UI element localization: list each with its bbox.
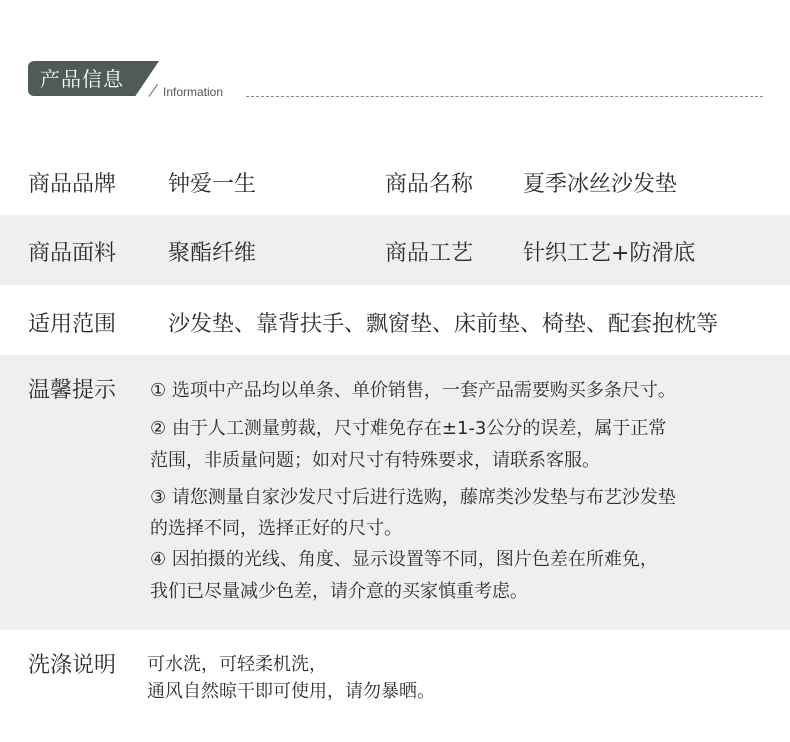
material-label: 商品面料 xyxy=(28,241,117,266)
craft-value: 针织工艺+防滑底 xyxy=(523,241,696,266)
tips-line: ④ 因拍摄的光线、角度、显示设置等不同，图片色差在所难免， xyxy=(150,549,658,570)
product-name-value: 夏季冰丝沙发垫 xyxy=(523,172,678,197)
tips-label: 温馨提示 xyxy=(28,378,117,403)
header-dashed-line xyxy=(246,96,763,97)
craft-label: 商品工艺 xyxy=(385,241,474,266)
scope-label: 适用范围 xyxy=(28,312,117,337)
wash-label: 洗涤说明 xyxy=(28,653,117,678)
tips-line: 范围，非质量问题；如对尺寸有特殊要求，请联系客服。 xyxy=(150,450,600,471)
tips-line: ③ 请您测量自家沙发尺寸后进行选购，藤席类沙发垫与布艺沙发垫 xyxy=(150,487,676,508)
scope-value: 沙发垫、靠背扶手、飘窗垫、床前垫、椅垫、配套抱枕等 xyxy=(168,312,719,337)
wash-line: 可水洗，可轻柔机洗， xyxy=(147,654,327,675)
tips-line: ① 选项中产品均以单条、单价销售，一套产品需要购买多条尺寸。 xyxy=(150,380,676,401)
brand-label: 商品品牌 xyxy=(28,172,117,197)
section-title: 产品信息 xyxy=(40,67,124,91)
brand-value: 钟爱一生 xyxy=(168,172,257,197)
section-subtitle: Information xyxy=(163,85,224,99)
product-name-label: 商品名称 xyxy=(385,172,474,197)
tips-line: 我们已尽量减少色差，请介意的买家慎重考虑。 xyxy=(150,581,528,602)
tips-line: 的选择不同，选择正好的尺寸。 xyxy=(150,518,402,539)
header-slash-divider xyxy=(149,84,158,97)
wash-line: 通风自然晾干即可使用，请勿暴晒。 xyxy=(147,681,435,702)
material-value: 聚酯纤维 xyxy=(168,241,257,266)
tips-line: ② 由于人工测量剪裁，尺寸难免存在±1-3公分的误差，属于正常 xyxy=(150,418,667,439)
